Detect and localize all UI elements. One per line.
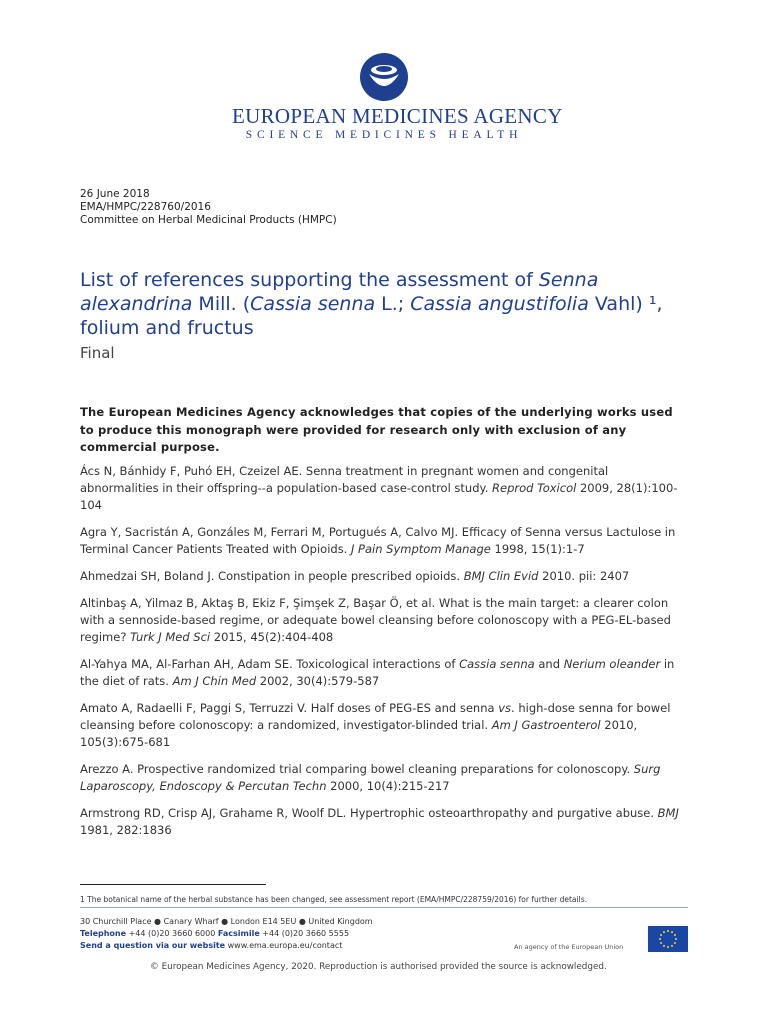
reference-text: in the diet of rats. [80,657,675,688]
reference-citation: 1998, 15(1):1-7 [490,542,585,556]
footnote-divider [80,884,266,885]
reference-journal: Am J Chin Med [172,674,257,688]
eu-star-icon [660,942,662,944]
eu-star-icon [659,938,661,940]
committee-name: Committee on Herbal Medicinal Products (HMPC) [80,214,337,226]
title-italic-1: Senna alexandrina [80,269,599,315]
facsimile-label: Facsimile [217,929,260,938]
title-text-2: Mill. ( [192,293,251,315]
reference-item [80,595,690,646]
reference-text: . high-dose senna for bowel cleansing before colonoscopy: a randomized, investigator-blinded trial. [80,701,671,732]
reference-text: Ahmedzai SH, Boland J. Constipation in people prescribed opioids. [80,569,464,583]
eu-star-icon [667,946,669,948]
reference-journal: Surg Laparoscopy, Endoscopy & Percutan Techn [80,762,661,793]
footer-address: 30 Churchill Place ● Canary Wharf ● London E14 5EU ● United Kingdom [80,917,373,926]
title-italic-2: Cassia senna [250,293,376,315]
reference-item [80,656,690,690]
reference-text: Armstrong RD, Crisp AJ, Grahame R, Woolf DL. Hypertrophic osteoarthropathy and purgative abuse. [80,806,658,820]
reference-journal: Am J Gastroenterol [491,718,601,732]
reference-text: Amato A, Radaelli F, Paggi S, Terruzzi V. Half doses of PEG-ES and senna [80,701,499,715]
reference-text: Ács N, Bánhidy F, Puhó EH, Czeizel AE. Senna treatment in pregnant women and congenital abnormalities in their offspring--a population-based case-control study. [80,464,609,495]
reference-text: Agra Y, Sacristán A, Gonzáles M, Ferrari M, Portugués A, Calvo MJ. Efficacy of Senna versus Lactulose in Terminal Cancer Patients Treated with Opioids. [80,525,676,556]
reference-italic: vs [498,701,512,715]
facsimile-number: +44 (0)20 3660 5555 [259,929,350,938]
ema-logo [232,52,563,152]
title-text-4: Vahl) ¹, folium and fructus [80,293,663,339]
title-italic-3: Cassia angustifolia [410,293,589,315]
footer-contact [80,916,373,952]
reference-citation: 2010. pii: 2407 [538,569,630,583]
footer-phone-line [80,928,373,940]
reference-text: Altinbaş A, Yilmaz B, Aktaş B, Ekiz F, Şimşek Z, Başar Ö, et al. What is the main target: a clearer colon with a sennoside-based regime, or adequate bowel cleansing before colonoscopy with a PEG-EL-based regime? [80,596,671,644]
title-text-3: L.; [375,293,411,315]
reference-species: Nerium oleander [563,657,661,671]
document-status: Final [80,344,115,362]
footer-divider [80,907,688,908]
reference-citation: 2015, 45(2):404-408 [210,630,334,644]
telephone-label: Telephone [80,929,127,938]
reference-item [80,700,690,751]
reference-species: Cassia senna [459,657,535,671]
reference-text: and [534,657,564,671]
eu-star-icon [667,930,669,932]
ema-logo-icon [359,52,409,102]
document-meta [80,188,337,227]
reference-citation: 2009, 28(1):100-104 [80,481,678,512]
reference-journal: BMJ Clin Evid [463,569,539,583]
reference-text: Arezzo A. Prospective randomized trial comparing bowel cleaning preparations for colonoscopy. [80,762,634,776]
reference-journal: BMJ [657,806,679,820]
reference-item [80,568,690,585]
eu-star-icon [674,934,676,936]
reference-citation: 2002, 30(4):579-587 [256,674,380,688]
reference-citation: 2000, 10(4):215-217 [326,779,450,793]
reference-citation: 2010, 105(3):675-681 [80,718,638,749]
eu-flag-icon [648,926,688,952]
reference-item [80,524,690,558]
eu-star-icon [663,931,665,933]
footnote: 1 The botanical name of the herbal substance has been changed, see assessment report (EMA/HMPC/228759/2016) for further details. [80,895,587,904]
eu-star-icon [674,942,676,944]
copyright-notice: © European Medicines Agency, 2020. Reproduction is authorised provided the source is acknowledged. [150,962,607,972]
reference-item [80,463,690,514]
telephone-number: +44 (0)20 3660 6000 [126,929,218,938]
logo-agency-name: EUROPEAN MEDICINES AGENCY [232,104,563,128]
reference-text: Al-Yahya MA, Al-Farhan AH, Adam SE. Toxicological interactions of [80,657,460,671]
reference-item [80,761,690,795]
contact-link[interactable]: www.ema.europa.eu/contact [225,941,343,950]
eu-agency-label: An agency of the European Union [514,943,624,951]
intro-statement: The European Medicines Agency acknowledges that copies of the underlying works used to produce this monograph were provided for research only with exclusion of any commercial purpose. [80,405,673,454]
eu-star-icon [671,945,673,947]
reference-journal: Turk J Med Sci [130,630,211,644]
reference-journal: Reprod Toxicol [492,481,577,495]
document-reference: EMA/HMPC/228760/2016 [80,201,211,213]
reference-item [80,805,690,839]
title-text-1: List of references supporting the assessment of [80,269,539,291]
reference-citation: 1981, 282:1836 [80,823,172,837]
page-title [80,268,700,340]
send-question-label: Send a question via our website [80,941,226,950]
reference-journal: J Pain Symptom Manage [351,542,491,556]
footer-contact-line [80,940,373,952]
eu-star-icon [663,945,665,947]
eu-star-icon [675,938,677,940]
logo-tagline: SCIENCE MEDICINES HEALTH [245,129,523,141]
reference-list [80,463,690,849]
eu-star-icon [660,934,662,936]
document-date: 26 June 2018 [80,188,150,200]
eu-star-icon [671,931,673,933]
